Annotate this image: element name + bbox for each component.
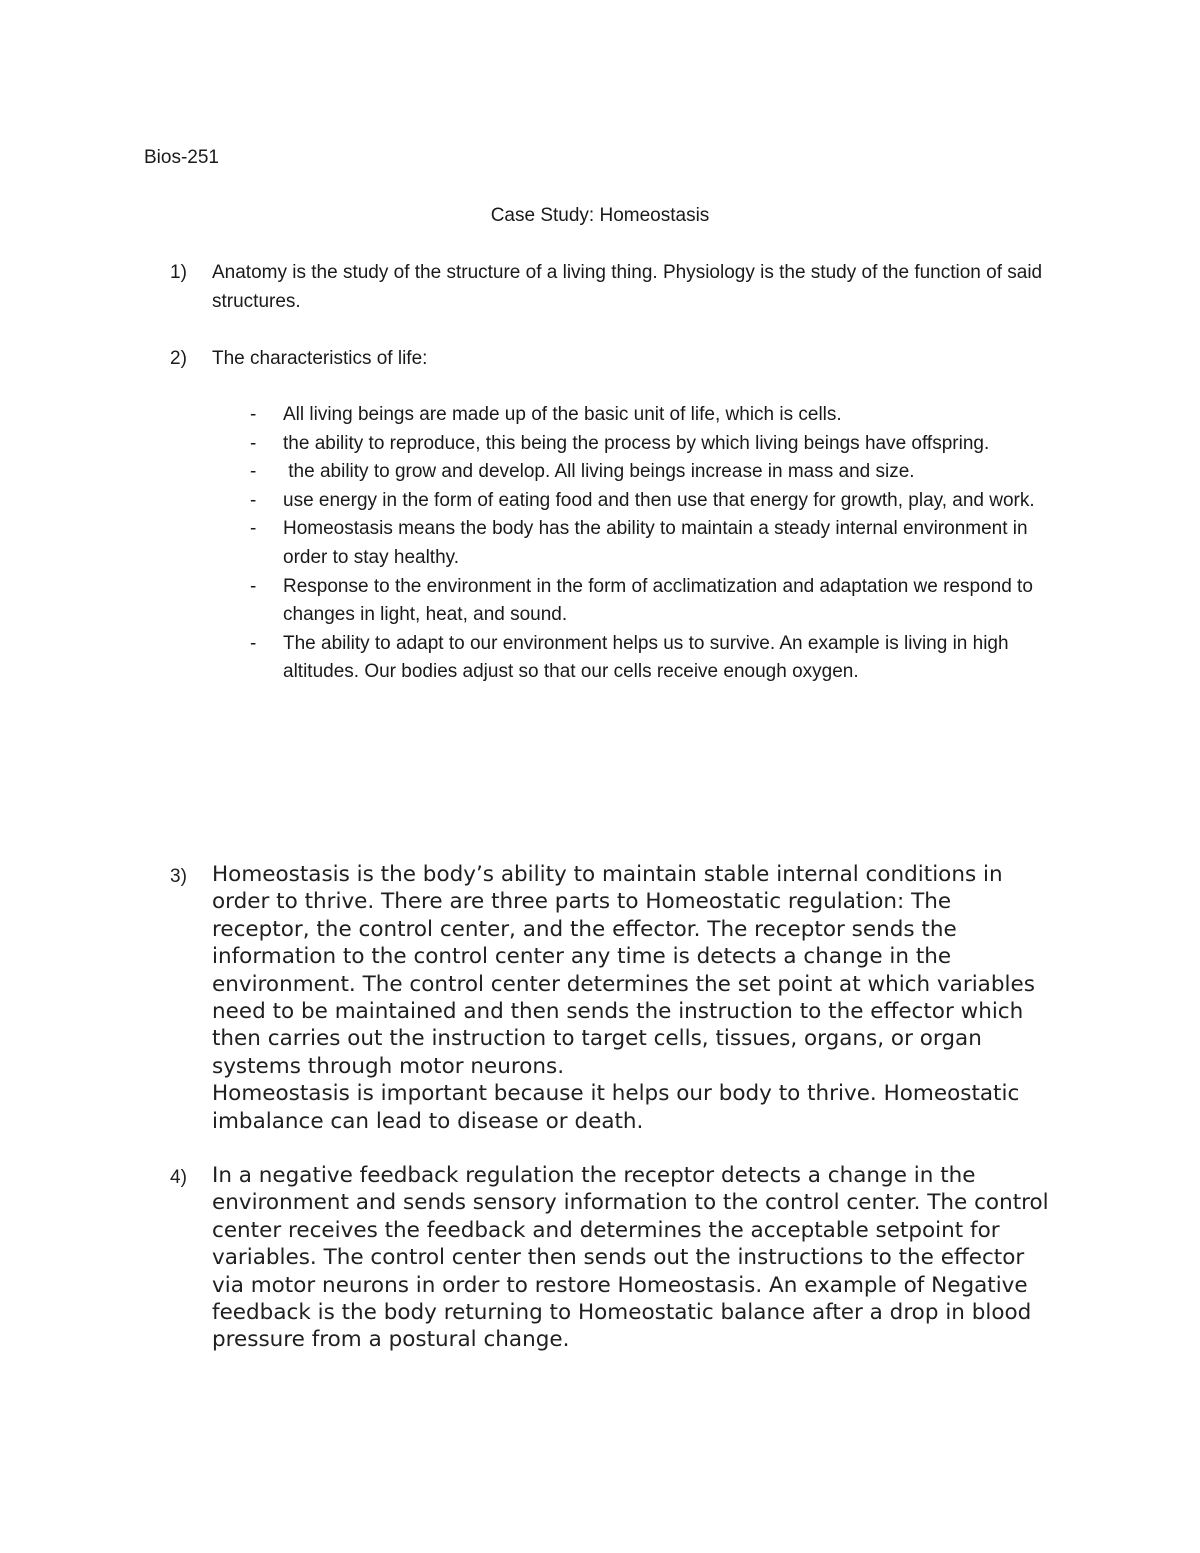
list-item-text: Response to the environment in the form of acclimatization and adaptation we respond to changes in light, heat, and sound. [283, 575, 1033, 626]
list-item-text: the ability to grow and develop. All living beings increase in mass and size. [283, 461, 915, 483]
page-title: Case Study: Homeostasis [490, 205, 710, 226]
list-item-text: the ability to reproduce, this being the process by which living beings have offspring. [283, 432, 990, 454]
bullet-dash: - [250, 404, 257, 425]
answer-number: 3) [170, 866, 187, 887]
answer-number: 4) [170, 1167, 187, 1188]
answer-text-continued: Homeostasis is important because it helps our body to thrive. Homeostatic imbalance can lead to disease or death. [212, 1081, 1020, 1134]
list-item [246, 458, 1056, 487]
list-item [246, 487, 1056, 516]
list-item [246, 401, 1056, 430]
list-item [246, 515, 1056, 572]
answer-1 [170, 259, 1050, 316]
list-item-text: use energy in the form of eating food and then use that energy for growth, play, and work. [283, 489, 1035, 511]
answer-text: Homeostasis is the body’s ability to maintain stable internal conditions in order to thrive. There are three parts to Homeostatic regulation: The receptor, the control center, and the effector. The receptor sends the information to the control center any time is detects a change in the environment. The control center determines the set point at which variables need to be maintained and then sends the instruction to the effector which then carries out the instruction to target cells, tissues, organs, or organ systems through motor neurons. [212, 862, 1035, 1079]
bullet-dash: - [250, 489, 257, 511]
list-item-text: The ability to adapt to our environment helps us to survive. An example is living in high altitudes. Our bodies adjust so that our cells receive enough oxygen. [283, 632, 1009, 683]
answer-number: 1) [170, 262, 187, 283]
answer-text: Anatomy is the study of the structure of a living thing. Physiology is the study of the function of said structures. [212, 262, 1043, 312]
bullet-dash: - [250, 575, 257, 597]
list-item [246, 630, 1056, 687]
bullet-dash: - [250, 432, 257, 454]
answer-text: The characteristics of life: [212, 348, 428, 369]
bullet-dash: - [250, 518, 257, 540]
answer-4 [170, 1162, 1050, 1354]
answer-text: In a negative feedback regulation the receptor detects a change in the environment and sends sensory information to the control center. The control center receives the feedback and determines the acceptable setpoint for variables. The control center then sends out the instructions to the effector via motor neurons in order to restore Homeostasis. An example of Negative feedback is the body returning to Homeostatic balance after a drop in blood pressure from a postural change. [212, 1163, 1049, 1353]
list-item [246, 430, 1056, 459]
answer-3 [170, 861, 1050, 1135]
bullet-dash: - [250, 632, 257, 654]
answer-number: 2) [170, 348, 187, 369]
list-item-text: Homeostasis means the body has the ability to maintain a steady internal environment in order to stay healthy. [283, 518, 1028, 568]
list-item [246, 573, 1056, 630]
characteristics-list [246, 401, 1056, 687]
course-code: Bios-251 [144, 147, 219, 168]
bullet-dash: - [250, 461, 257, 483]
answer-2 [170, 345, 1050, 374]
list-item-text: All living beings are made up of the basic unit of life, which is cells. [283, 404, 842, 425]
